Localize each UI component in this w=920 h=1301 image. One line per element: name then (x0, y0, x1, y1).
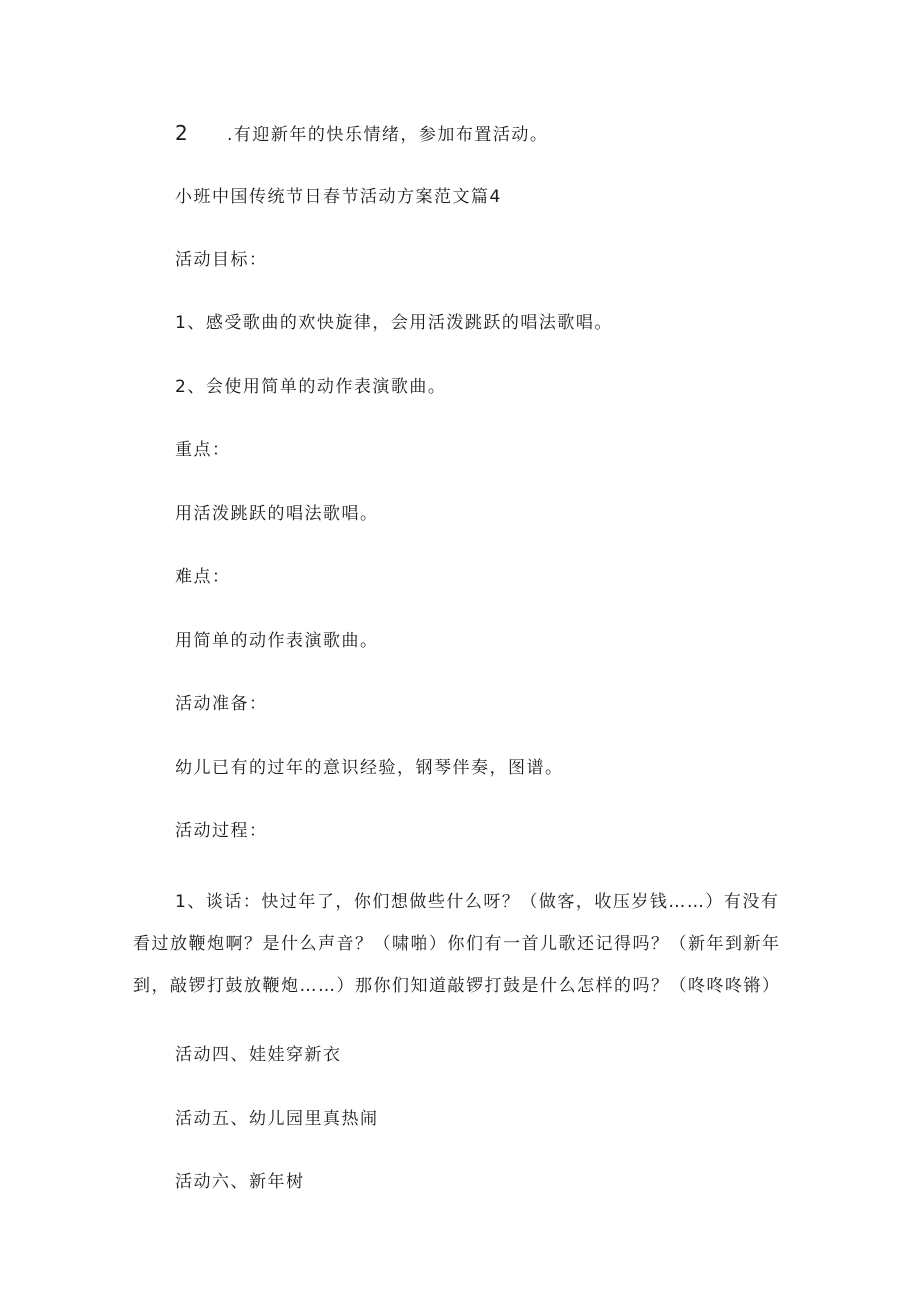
process-line: 到，敲锣打鼓放鞭炮……）那你们知道敲锣打鼓是什么怎样的吗？（咚咚咚锵） (133, 976, 781, 996)
difficulty-text: 用简单的动作表演歌曲。 (175, 631, 379, 651)
goal-item-2 (175, 121, 548, 147)
process-heading: 活动过程： (175, 821, 268, 841)
activity-6: 活动六、新年树 (175, 1172, 305, 1192)
process-paragraph (133, 881, 793, 1007)
goal-2: 2、会使用简单的动作表演歌曲。 (175, 377, 447, 397)
key-point-text: 用活泼跳跃的唱法歌唱。 (175, 504, 379, 524)
item-text: .有迎新年的快乐情绪，参加布置活动。 (227, 125, 549, 145)
preparation-heading: 活动准备： (175, 694, 268, 714)
process-line: 1、谈话：快过年了，你们想做些什么呀？（做客，收压岁钱……）有没有 (175, 892, 780, 912)
section-title: 小班中国传统节日春节活动方案范文篇4 (175, 187, 502, 207)
process-line: 看过放鞭炮啊？是什么声音？（啸啪）你们有一首儿歌还记得吗？（新年到新年 (133, 934, 781, 954)
activity-4: 活动四、娃娃穿新衣 (175, 1045, 342, 1065)
goals-heading: 活动目标： (175, 250, 268, 270)
item-number: 2 (175, 121, 188, 145)
preparation-text: 幼儿已有的过年的意识经验，钢琴伴奏，图谱。 (175, 758, 564, 778)
key-point-heading: 重点： (175, 440, 231, 460)
goal-1: 1、感受歌曲的欢快旋律，会用活泼跳跃的唱法歌唱。 (175, 313, 613, 333)
activity-5: 活动五、幼儿园里真热闹 (175, 1109, 379, 1129)
difficulty-heading: 难点： (175, 567, 231, 587)
